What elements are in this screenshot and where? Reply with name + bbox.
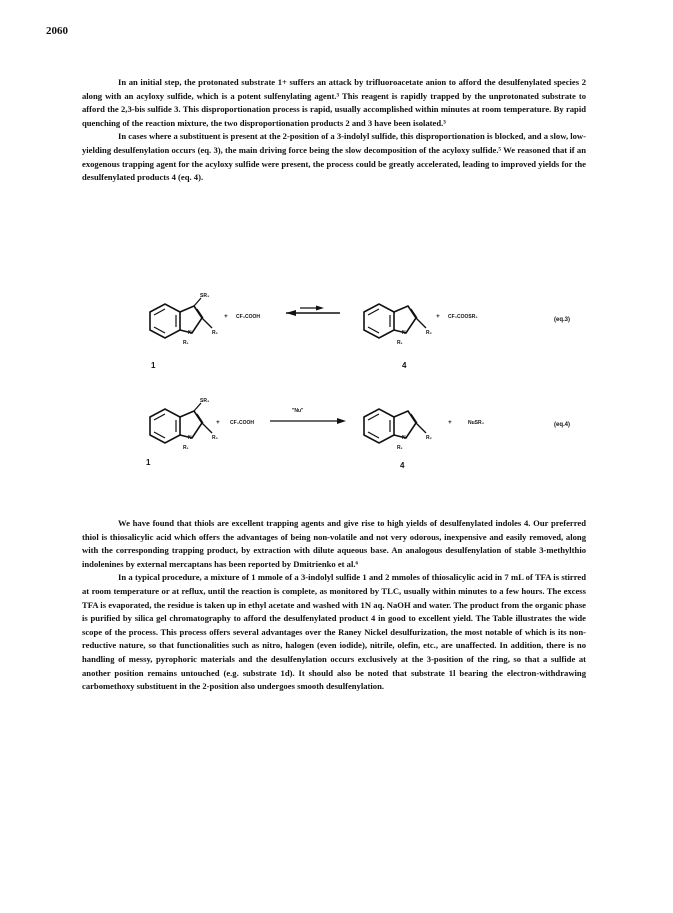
eq4-product-number: 4: [400, 461, 405, 470]
eq4-reactant-number: 1: [146, 458, 151, 467]
n-label: N: [402, 435, 406, 441]
eq4-reagent: CF₃COOH: [230, 420, 254, 426]
paragraph: In an initial step, the protonated substrate 1+ suffers an attack by trifluoroacetate anion to afford the desulfenylated species 2 along with an acyloxy sulfide, which is a potent sulfenylating agent.³ This reagent is rapidly trapped by the unprotonated substrate to afford the 2,3-bis sulfide 3. This disproportionation process is rapid, usually accomplished within minutes at room temperature. By rapid quenching of the reaction mixture, the two disproportionation products 2 and 3 have been isolated.³: [82, 77, 586, 128]
eq4-reactant-indole: [150, 398, 218, 451]
r1-label: R₁: [397, 340, 403, 346]
plus-sign: +: [216, 419, 220, 426]
sr3-label: SR₃: [200, 398, 210, 404]
forward-arrow: [270, 408, 346, 424]
plus-sign: +: [448, 419, 452, 426]
r2-label: R₂: [212, 435, 218, 441]
n-label: N: [402, 330, 406, 336]
sr3-label: SR₃: [200, 293, 210, 299]
eq3-product-indole: [364, 304, 432, 346]
equilibrium-arrow: [286, 306, 340, 317]
paragraph: In cases where a substituent is present at the 2-position of a 3-indolyl sulfide, this disproportionation is blocked, and a slow, low-yielding desulfenylation occurs (eq. 3), the main driving force being the slow decomposition of the acyloxy sulfide.⁵ We reasoned that if an exogenous trapping agent for the acyloxy sulfide were present, the process could be greatly accelerated, leading to improved yields for the desulfenylated products 4 (eq. 4).: [82, 131, 586, 183]
body-text-bottom: [82, 517, 586, 694]
r1-label: R₁: [183, 445, 189, 451]
eq3-reagent: CF₃COOH: [236, 314, 260, 320]
r1-label: R₁: [397, 445, 403, 451]
paragraph: We have found that thiols are excellent trapping agents and give rise to high yields of desulfenylated indoles 4. Our preferred thiol is thiosalicylic acid which offers the advantages of being non-volatile and not very odorous, inexpensive and easily removed, along with the corresponding trapping product, by extraction with dilute aqueous base. An analogous desulfenylation of stable 3-methylthio indolenines by external mercaptans has been reported by Dmitrienko et al.⁶: [82, 518, 586, 569]
r2-label: R₂: [426, 330, 432, 336]
n-label: N: [188, 330, 192, 336]
eq3-label: (eq.3): [554, 317, 571, 323]
n-label: N: [188, 435, 192, 441]
eq4-catalyst: "Nu": [292, 408, 304, 414]
r2-label: R₂: [212, 330, 218, 336]
eq4-label: (eq.4): [554, 422, 571, 428]
r2-label: R₂: [426, 435, 432, 441]
plus-sign: +: [436, 313, 440, 320]
eq3-byproduct: CF₃COOSR₃: [448, 314, 478, 320]
eq4-product-indole: [364, 409, 432, 451]
page-number: 2060: [46, 25, 68, 37]
eq4-byproduct: NuSR₃: [468, 420, 484, 426]
eq3-product-number: 4: [402, 361, 407, 370]
r1-label: R₁: [183, 340, 189, 346]
eq3-reactant-indole: [150, 293, 218, 346]
plus-sign: +: [224, 313, 228, 320]
eq3-reactant-number: 1: [151, 361, 156, 370]
paragraph: In a typical procedure, a mixture of 1 mmole of a 3-indolyl sulfide 1 and 2 mmoles of thiosalicylic acid in 7 mL of TFA is stirred at room temperature or at reflux, until the reaction is complete, as monitored by TLC, usually within minutes to a few hours. The excess TFA is evaporated, the residue is taken up in ethyl acetate and washed with 1N aq. NaOH and water. The product from the organic phase is purified by silica gel chromatography to afford the desulfenylated product 4 in good to excellent yield. The Table illustrates the wide scope of the process. This process offers several advantages over the Raney Nickel desulfurization, the most notable of which is its non-reductive nature, so that functionalities such as nitro, halogen (even iodide), nitrile, olefin, etc., are unaffected. In addition, there is no handling of messy, pyrophoric materials and the desulfenylation occurs exclusively at the 3-position of the ring, so that a sulfide at another position remains untouched (e.g. substrate 1d). It should also be noted that substrate 1l bearing the electron-withdrawing carbomethoxy substituent in the 2-position also undergoes smooth desulfenylation.: [82, 572, 586, 692]
